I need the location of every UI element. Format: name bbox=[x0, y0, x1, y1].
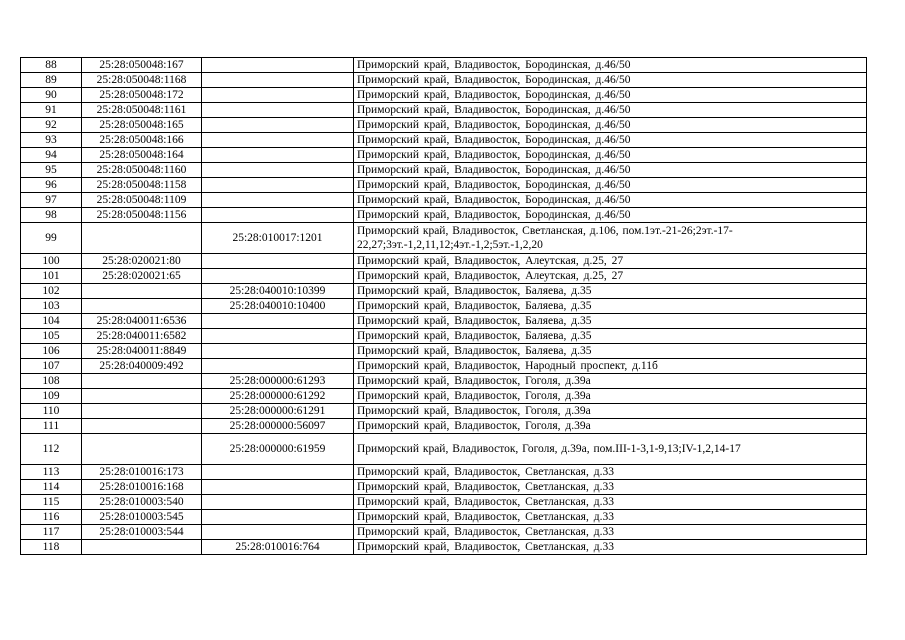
row-number-cell: 117 bbox=[21, 525, 82, 540]
cadastral-number-cell: 25:28:050048:1109 bbox=[82, 193, 202, 208]
table-row bbox=[21, 208, 867, 223]
address-cell: Приморский край, Владивосток, Алеутская, д.25, 27 bbox=[354, 269, 867, 284]
cadastral-number-cell: 25:28:010016:173 bbox=[82, 465, 202, 480]
cadastral-number-cell: 25:28:050048:167 bbox=[82, 58, 202, 73]
cadastral-number-cell: 25:28:050048:164 bbox=[82, 148, 202, 163]
row-number-cell: 94 bbox=[21, 148, 82, 163]
address-cell: Приморский край, Владивосток, Гоголя, д.39а bbox=[354, 389, 867, 404]
row-number-cell: 95 bbox=[21, 163, 82, 178]
cadastral-number-alt-cell: 25:28:040010:10400 bbox=[202, 299, 354, 314]
registry-table-body bbox=[21, 58, 867, 555]
row-number-cell: 105 bbox=[21, 329, 82, 344]
cadastral-number-cell bbox=[82, 223, 202, 254]
cadastral-number-cell: 25:28:010003:544 bbox=[82, 525, 202, 540]
address-cell: Приморский край, Владивосток, Светланская, д.33 bbox=[354, 480, 867, 495]
row-number-cell: 89 bbox=[21, 73, 82, 88]
cadastral-number-cell: 25:28:050048:1160 bbox=[82, 163, 202, 178]
row-number-cell: 98 bbox=[21, 208, 82, 223]
cadastral-number-alt-cell bbox=[202, 148, 354, 163]
cadastral-number-alt-cell bbox=[202, 58, 354, 73]
address-cell: Приморский край, Владивосток, Светланская, д.33 bbox=[354, 465, 867, 480]
address-cell: Приморский край, Владивосток, Баляева, д.35 bbox=[354, 314, 867, 329]
cadastral-number-alt-cell: 25:28:000000:61291 bbox=[202, 404, 354, 419]
cadastral-number-alt-cell bbox=[202, 178, 354, 193]
cadastral-number-alt-cell bbox=[202, 344, 354, 359]
cadastral-number-alt-cell bbox=[202, 465, 354, 480]
cadastral-number-cell: 25:28:040011:8849 bbox=[82, 344, 202, 359]
address-cell: Приморский край, Владивосток, Баляева, д.35 bbox=[354, 344, 867, 359]
cadastral-number-alt-cell bbox=[202, 314, 354, 329]
address-cell: Приморский край, Владивосток, Светланская, д.33 bbox=[354, 510, 867, 525]
cadastral-number-cell: 25:28:050048:166 bbox=[82, 133, 202, 148]
cadastral-number-alt-cell bbox=[202, 103, 354, 118]
row-number-cell: 96 bbox=[21, 178, 82, 193]
address-cell: Приморский край, Владивосток, Алеутская, д.25, 27 bbox=[354, 254, 867, 269]
address-cell: Приморский край, Владивосток, Светланская, д.33 bbox=[354, 495, 867, 510]
table-row bbox=[21, 344, 867, 359]
cadastral-number-cell: 25:28:010016:168 bbox=[82, 480, 202, 495]
cadastral-number-alt-cell bbox=[202, 480, 354, 495]
cadastral-number-cell bbox=[82, 374, 202, 389]
table-row bbox=[21, 329, 867, 344]
table-row bbox=[21, 193, 867, 208]
cadastral-number-cell: 25:28:050048:165 bbox=[82, 118, 202, 133]
table-row bbox=[21, 178, 867, 193]
row-number-cell: 107 bbox=[21, 359, 82, 374]
row-number-cell: 118 bbox=[21, 540, 82, 555]
address-cell: Приморский край, Владивосток, Бородинская, д.46/50 bbox=[354, 58, 867, 73]
row-number-cell: 90 bbox=[21, 88, 82, 103]
cadastral-number-cell bbox=[82, 284, 202, 299]
table-row bbox=[21, 419, 867, 434]
cadastral-number-cell: 25:28:020021:80 bbox=[82, 254, 202, 269]
table-row bbox=[21, 88, 867, 103]
cadastral-number-cell: 25:28:050048:1158 bbox=[82, 178, 202, 193]
row-number-cell: 101 bbox=[21, 269, 82, 284]
address-cell: Приморский край, Владивосток, Гоголя, д.39а bbox=[354, 374, 867, 389]
table-row bbox=[21, 495, 867, 510]
address-cell: Приморский край, Владивосток, Баляева, д.35 bbox=[354, 284, 867, 299]
cadastral-number-cell: 25:28:040011:6536 bbox=[82, 314, 202, 329]
cadastral-number-alt-cell: 25:28:010017:1201 bbox=[202, 223, 354, 254]
address-cell: Приморский край, Владивосток, Бородинская, д.46/50 bbox=[354, 148, 867, 163]
row-number-cell: 111 bbox=[21, 419, 82, 434]
cadastral-number-alt-cell: 25:28:000000:56097 bbox=[202, 419, 354, 434]
table-row bbox=[21, 525, 867, 540]
table-row bbox=[21, 284, 867, 299]
table-row bbox=[21, 314, 867, 329]
row-number-cell: 88 bbox=[21, 58, 82, 73]
cadastral-number-alt-cell bbox=[202, 163, 354, 178]
cadastral-number-alt-cell: 25:28:000000:61293 bbox=[202, 374, 354, 389]
row-number-cell: 102 bbox=[21, 284, 82, 299]
row-number-cell: 104 bbox=[21, 314, 82, 329]
cadastral-number-cell bbox=[82, 540, 202, 555]
cadastral-number-alt-cell bbox=[202, 193, 354, 208]
cadastral-number-cell: 25:28:020021:65 bbox=[82, 269, 202, 284]
table-row bbox=[21, 374, 867, 389]
cadastral-number-alt-cell bbox=[202, 495, 354, 510]
cadastral-number-cell bbox=[82, 299, 202, 314]
property-registry-table bbox=[20, 57, 867, 555]
row-number-cell: 115 bbox=[21, 495, 82, 510]
address-cell: Приморский край, Владивосток, Гоголя, д.39а, пом.III-1-3,1-9,13;IV-1,2,14-17 bbox=[354, 434, 867, 465]
address-cell: Приморский край, Владивосток, Гоголя, д.39а bbox=[354, 419, 867, 434]
table-row bbox=[21, 389, 867, 404]
table-row bbox=[21, 510, 867, 525]
row-number-cell: 116 bbox=[21, 510, 82, 525]
address-cell: Приморский край, Владивосток, Баляева, д.35 bbox=[354, 299, 867, 314]
cadastral-number-alt-cell bbox=[202, 359, 354, 374]
address-cell: Приморский край, Владивосток, Гоголя, д.39а bbox=[354, 404, 867, 419]
address-cell: Приморский край, Владивосток, Светланская, д.33 bbox=[354, 525, 867, 540]
cadastral-number-alt-cell bbox=[202, 118, 354, 133]
address-cell: Приморский край, Владивосток, Бородинская, д.46/50 bbox=[354, 133, 867, 148]
table-row bbox=[21, 465, 867, 480]
table-row bbox=[21, 269, 867, 284]
address-cell: Приморский край, Владивосток, Бородинская, д.46/50 bbox=[354, 193, 867, 208]
table-row bbox=[21, 223, 867, 254]
cadastral-number-alt-cell bbox=[202, 269, 354, 284]
cadastral-number-cell bbox=[82, 419, 202, 434]
cadastral-number-alt-cell bbox=[202, 254, 354, 269]
cadastral-number-cell bbox=[82, 434, 202, 465]
cadastral-number-alt-cell bbox=[202, 329, 354, 344]
cadastral-number-cell: 25:28:050048:1168 bbox=[82, 73, 202, 88]
row-number-cell: 100 bbox=[21, 254, 82, 269]
cadastral-number-alt-cell: 25:28:040010:10399 bbox=[202, 284, 354, 299]
table-row bbox=[21, 73, 867, 88]
row-number-cell: 99 bbox=[21, 223, 82, 254]
address-cell: Приморский край, Владивосток, Бородинская, д.46/50 bbox=[354, 208, 867, 223]
address-cell: Приморский край, Владивосток, Бородинская, д.46/50 bbox=[354, 178, 867, 193]
cadastral-number-alt-cell bbox=[202, 88, 354, 103]
cadastral-number-cell: 25:28:040009:492 bbox=[82, 359, 202, 374]
address-cell: Приморский край, Владивосток, Бородинская, д.46/50 bbox=[354, 88, 867, 103]
cadastral-number-cell: 25:28:010003:540 bbox=[82, 495, 202, 510]
row-number-cell: 91 bbox=[21, 103, 82, 118]
row-number-cell: 114 bbox=[21, 480, 82, 495]
table-row bbox=[21, 163, 867, 178]
cadastral-number-alt-cell: 25:28:000000:61959 bbox=[202, 434, 354, 465]
row-number-cell: 103 bbox=[21, 299, 82, 314]
address-cell: Приморский край, Владивосток, Светланская, д.33 bbox=[354, 540, 867, 555]
cadastral-number-alt-cell bbox=[202, 73, 354, 88]
row-number-cell: 109 bbox=[21, 389, 82, 404]
cadastral-number-alt-cell bbox=[202, 525, 354, 540]
cadastral-number-cell: 25:28:040011:6582 bbox=[82, 329, 202, 344]
table-row bbox=[21, 103, 867, 118]
cadastral-number-cell bbox=[82, 404, 202, 419]
row-number-cell: 93 bbox=[21, 133, 82, 148]
cadastral-number-alt-cell bbox=[202, 133, 354, 148]
table-row bbox=[21, 540, 867, 555]
address-cell: Приморский край, Владивосток, Бородинская, д.46/50 bbox=[354, 163, 867, 178]
address-cell: Приморский край, Владивосток, Светланская, д.106, пом.1эт.-21-26;2эт.-17-22,27;3эт.-1,2,11,12;4эт.-1,2;5эт.-1,2,20 bbox=[354, 223, 867, 254]
table-row bbox=[21, 133, 867, 148]
address-cell: Приморский край, Владивосток, Бородинская, д.46/50 bbox=[354, 118, 867, 133]
table-row bbox=[21, 58, 867, 73]
row-number-cell: 108 bbox=[21, 374, 82, 389]
table-row bbox=[21, 404, 867, 419]
cadastral-number-alt-cell bbox=[202, 510, 354, 525]
cadastral-number-cell: 25:28:050048:172 bbox=[82, 88, 202, 103]
cadastral-number-cell: 25:28:010003:545 bbox=[82, 510, 202, 525]
row-number-cell: 112 bbox=[21, 434, 82, 465]
table-row bbox=[21, 299, 867, 314]
row-number-cell: 106 bbox=[21, 344, 82, 359]
row-number-cell: 113 bbox=[21, 465, 82, 480]
table-row bbox=[21, 359, 867, 374]
cadastral-number-alt-cell: 25:28:000000:61292 bbox=[202, 389, 354, 404]
address-cell: Приморский край, Владивосток, Бородинская, д.46/50 bbox=[354, 103, 867, 118]
address-cell: Приморский край, Владивосток, Народный проспект, д.11б bbox=[354, 359, 867, 374]
table-row bbox=[21, 254, 867, 269]
address-cell: Приморский край, Владивосток, Баляева, д.35 bbox=[354, 329, 867, 344]
cadastral-number-alt-cell bbox=[202, 208, 354, 223]
cadastral-number-cell: 25:28:050048:1156 bbox=[82, 208, 202, 223]
address-cell: Приморский край, Владивосток, Бородинская, д.46/50 bbox=[354, 73, 867, 88]
cadastral-number-cell bbox=[82, 389, 202, 404]
cadastral-number-cell: 25:28:050048:1161 bbox=[82, 103, 202, 118]
row-number-cell: 97 bbox=[21, 193, 82, 208]
row-number-cell: 92 bbox=[21, 118, 82, 133]
table-row bbox=[21, 148, 867, 163]
cadastral-number-alt-cell: 25:28:010016:764 bbox=[202, 540, 354, 555]
table-row bbox=[21, 118, 867, 133]
table-row bbox=[21, 480, 867, 495]
row-number-cell: 110 bbox=[21, 404, 82, 419]
table-row bbox=[21, 434, 867, 465]
